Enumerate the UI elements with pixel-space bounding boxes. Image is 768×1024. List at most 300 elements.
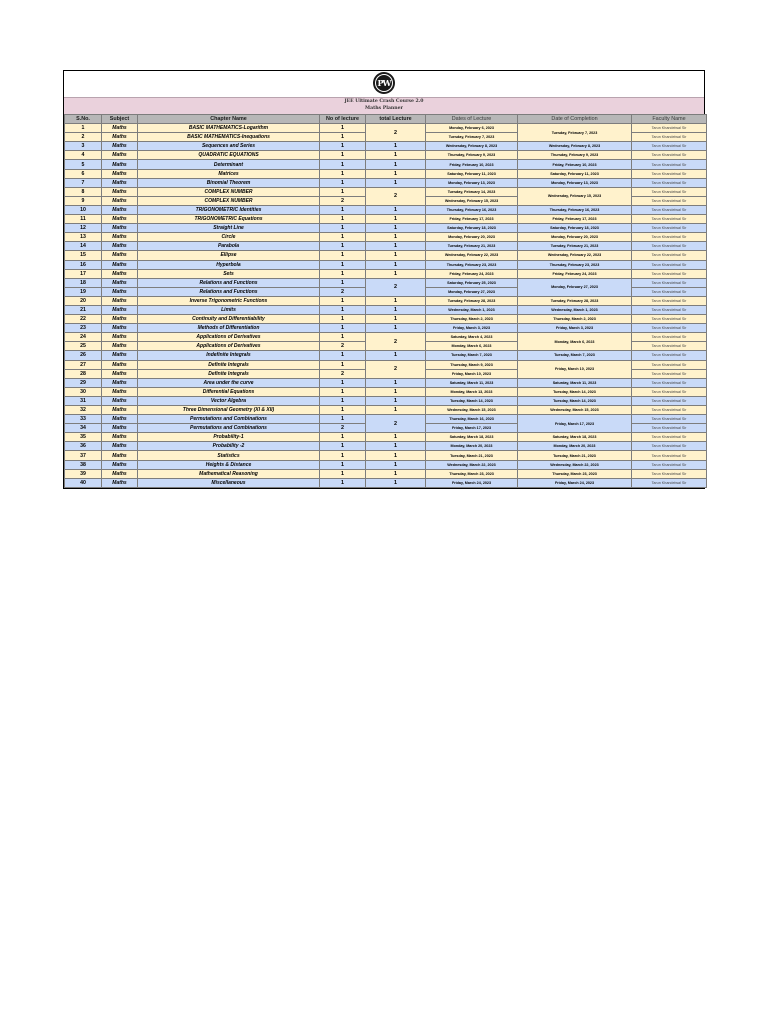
cell-faculty: Tarun Khandelwal Sir bbox=[632, 296, 707, 305]
cell-subject: Maths bbox=[102, 133, 138, 142]
cell-total-lecture: 1 bbox=[366, 151, 426, 160]
cell-total-lecture: 1 bbox=[366, 178, 426, 187]
cell-lecture-no: 1 bbox=[320, 469, 366, 478]
planner-table bbox=[64, 114, 707, 488]
cell-chapter: Parabola bbox=[138, 242, 320, 251]
cell-subject: Maths bbox=[102, 415, 138, 424]
cell-total-lecture: 2 bbox=[366, 415, 426, 433]
cell-chapter: Probability -2 bbox=[138, 442, 320, 451]
cell-completion-date: Tuesday, February 28, 2023 bbox=[518, 296, 632, 305]
cell-completion-date: Saturday, March 11, 2023 bbox=[518, 378, 632, 387]
table-row bbox=[65, 478, 707, 487]
cell-sno: 8 bbox=[65, 187, 102, 196]
cell-lecture-no: 1 bbox=[320, 305, 366, 314]
cell-lecture-date: Wednesday, March 22, 2023 bbox=[426, 460, 518, 469]
table-row bbox=[65, 406, 707, 415]
cell-lecture-no: 1 bbox=[320, 178, 366, 187]
cell-subject: Maths bbox=[102, 451, 138, 460]
cell-subject: Maths bbox=[102, 251, 138, 260]
table-row bbox=[65, 260, 707, 269]
cell-faculty: Tarun Khandelwal Sir bbox=[632, 278, 707, 287]
cell-lecture-date: Thursday, March 2, 2023 bbox=[426, 315, 518, 324]
planner-title: JEE Ultimate Crash Course 2.0 bbox=[344, 99, 424, 104]
cell-lecture-date: Saturday, February 18, 2023 bbox=[426, 224, 518, 233]
cell-chapter: Permutations and Combinations bbox=[138, 424, 320, 433]
cell-lecture-date: Monday, March 20, 2023 bbox=[426, 442, 518, 451]
cell-lecture-no: 1 bbox=[320, 387, 366, 396]
cell-total-lecture: 1 bbox=[366, 406, 426, 415]
table-row bbox=[65, 169, 707, 178]
cell-subject: Maths bbox=[102, 124, 138, 133]
table-row bbox=[65, 460, 707, 469]
cell-lecture-date: Thursday, February 9, 2023 bbox=[426, 151, 518, 160]
cell-completion-date: Friday, March 10, 2023 bbox=[518, 360, 632, 378]
cell-lecture-date: Monday, February 27, 2023 bbox=[426, 287, 518, 296]
cell-sno: 2 bbox=[65, 133, 102, 142]
cell-subject: Maths bbox=[102, 315, 138, 324]
cell-completion-date: Tuesday, February 21, 2023 bbox=[518, 242, 632, 251]
cell-faculty: Tarun Khandelwal Sir bbox=[632, 142, 707, 151]
cell-lecture-no: 1 bbox=[320, 124, 366, 133]
cell-subject: Maths bbox=[102, 169, 138, 178]
table-row bbox=[65, 224, 707, 233]
table-row bbox=[65, 378, 707, 387]
cell-lecture-no: 1 bbox=[320, 333, 366, 342]
cell-completion-date: Wednesday, March 22, 2023 bbox=[518, 460, 632, 469]
cell-lecture-date: Tuesday, March 7, 2023 bbox=[426, 351, 518, 360]
cell-lecture-date: Wednesday, March 1, 2023 bbox=[426, 305, 518, 314]
cell-chapter: Circle bbox=[138, 233, 320, 242]
cell-lecture-no: 1 bbox=[320, 187, 366, 196]
cell-subject: Maths bbox=[102, 342, 138, 351]
cell-chapter: Methods of Differentiation bbox=[138, 324, 320, 333]
table-row bbox=[65, 433, 707, 442]
header-row bbox=[65, 115, 707, 124]
cell-sno: 39 bbox=[65, 469, 102, 478]
cell-sno: 4 bbox=[65, 151, 102, 160]
cell-lecture-no: 1 bbox=[320, 415, 366, 424]
cell-faculty: Tarun Khandelwal Sir bbox=[632, 387, 707, 396]
cell-total-lecture: 1 bbox=[366, 315, 426, 324]
cell-total-lecture: 2 bbox=[366, 124, 426, 142]
cell-completion-date: Thursday, February 9, 2023 bbox=[518, 151, 632, 160]
cell-completion-date: Tuesday, March 14, 2023 bbox=[518, 396, 632, 405]
cell-subject: Maths bbox=[102, 387, 138, 396]
table-row bbox=[65, 151, 707, 160]
cell-lecture-date: Monday, February 6, 2023 bbox=[426, 124, 518, 133]
cell-lecture-no: 1 bbox=[320, 260, 366, 269]
cell-lecture-no: 2 bbox=[320, 424, 366, 433]
cell-lecture-no: 1 bbox=[320, 315, 366, 324]
pw-logo bbox=[373, 72, 395, 94]
cell-lecture-no: 1 bbox=[320, 233, 366, 242]
cell-chapter: Sets bbox=[138, 269, 320, 278]
cell-faculty: Tarun Khandelwal Sir bbox=[632, 224, 707, 233]
cell-chapter: Mathematical Reasoning bbox=[138, 469, 320, 478]
cell-faculty: Tarun Khandelwal Sir bbox=[632, 260, 707, 269]
cell-lecture-no: 1 bbox=[320, 360, 366, 369]
cell-sno: 17 bbox=[65, 269, 102, 278]
cell-lecture-date: Friday, February 17, 2023 bbox=[426, 215, 518, 224]
cell-faculty: Tarun Khandelwal Sir bbox=[632, 196, 707, 205]
cell-chapter: Probability-1 bbox=[138, 433, 320, 442]
table-row bbox=[65, 187, 707, 196]
cell-total-lecture: 1 bbox=[366, 442, 426, 451]
cell-subject: Maths bbox=[102, 178, 138, 187]
cell-completion-date: Tuesday, March 21, 2023 bbox=[518, 451, 632, 460]
cell-lecture-date: Wednesday, February 8, 2023 bbox=[426, 142, 518, 151]
cell-chapter: COMPLEX NUMBER bbox=[138, 187, 320, 196]
table-row bbox=[65, 451, 707, 460]
cell-lecture-no: 1 bbox=[320, 215, 366, 224]
table-row bbox=[65, 178, 707, 187]
cell-lecture-date: Thursday, March 23, 2023 bbox=[426, 469, 518, 478]
cell-subject: Maths bbox=[102, 442, 138, 451]
cell-lecture-date: Wednesday, February 22, 2023 bbox=[426, 251, 518, 260]
cell-lecture-date: Friday, March 3, 2023 bbox=[426, 324, 518, 333]
cell-subject: Maths bbox=[102, 160, 138, 169]
cell-lecture-date: Wednesday, February 15, 2023 bbox=[426, 196, 518, 205]
cell-faculty: Tarun Khandelwal Sir bbox=[632, 424, 707, 433]
table-row bbox=[65, 351, 707, 360]
cell-subject: Maths bbox=[102, 333, 138, 342]
cell-sno: 3 bbox=[65, 142, 102, 151]
cell-sno: 26 bbox=[65, 351, 102, 360]
cell-chapter: Binomial Theorem bbox=[138, 178, 320, 187]
cell-total-lecture: 1 bbox=[366, 433, 426, 442]
cell-completion-date: Monday, February 13, 2023 bbox=[518, 178, 632, 187]
table-row bbox=[65, 305, 707, 314]
cell-lecture-date: Friday, March 17, 2023 bbox=[426, 424, 518, 433]
cell-lecture-no: 1 bbox=[320, 205, 366, 214]
cell-lecture-no: 2 bbox=[320, 196, 366, 205]
cell-chapter: TRIGONOMETRIC Identities bbox=[138, 205, 320, 214]
cell-chapter: Definite Integrals bbox=[138, 369, 320, 378]
cell-lecture-date: Saturday, March 18, 2023 bbox=[426, 433, 518, 442]
cell-completion-date: Thursday, February 23, 2023 bbox=[518, 260, 632, 269]
cell-sno: 21 bbox=[65, 305, 102, 314]
planner-subtitle: Maths Planner bbox=[365, 105, 403, 111]
cell-subject: Maths bbox=[102, 424, 138, 433]
cell-total-lecture: 1 bbox=[366, 469, 426, 478]
cell-sno: 25 bbox=[65, 342, 102, 351]
cell-faculty: Tarun Khandelwal Sir bbox=[632, 415, 707, 424]
cell-sno: 38 bbox=[65, 460, 102, 469]
table-row bbox=[65, 278, 707, 287]
cell-lecture-no: 1 bbox=[320, 433, 366, 442]
col-header-faculty: Faculty Name bbox=[632, 115, 707, 124]
cell-sno: 14 bbox=[65, 242, 102, 251]
cell-lecture-date: Tuesday, February 14, 2023 bbox=[426, 187, 518, 196]
cell-completion-date: Monday, March 6, 2023 bbox=[518, 333, 632, 351]
cell-faculty: Tarun Khandelwal Sir bbox=[632, 233, 707, 242]
cell-faculty: Tarun Khandelwal Sir bbox=[632, 269, 707, 278]
table-row bbox=[65, 315, 707, 324]
cell-completion-date: Wednesday, March 1, 2023 bbox=[518, 305, 632, 314]
title-band bbox=[64, 97, 704, 114]
cell-subject: Maths bbox=[102, 224, 138, 233]
cell-chapter: Statistics bbox=[138, 451, 320, 460]
cell-total-lecture: 1 bbox=[366, 305, 426, 314]
cell-chapter: BASIC MATHEMATICS-Logarithm bbox=[138, 124, 320, 133]
cell-total-lecture: 1 bbox=[366, 269, 426, 278]
cell-completion-date: Monday, February 27, 2023 bbox=[518, 278, 632, 296]
cell-chapter: Permutations and Combinations bbox=[138, 415, 320, 424]
cell-lecture-date: Tuesday, March 21, 2023 bbox=[426, 451, 518, 460]
cell-subject: Maths bbox=[102, 187, 138, 196]
cell-chapter: Sequences and Series bbox=[138, 142, 320, 151]
cell-total-lecture: 1 bbox=[366, 224, 426, 233]
cell-sno: 30 bbox=[65, 387, 102, 396]
cell-chapter: Determinant bbox=[138, 160, 320, 169]
cell-faculty: Tarun Khandelwal Sir bbox=[632, 160, 707, 169]
cell-lecture-no: 1 bbox=[320, 324, 366, 333]
cell-sno: 33 bbox=[65, 415, 102, 424]
cell-total-lecture: 1 bbox=[366, 215, 426, 224]
cell-faculty: Tarun Khandelwal Sir bbox=[632, 469, 707, 478]
table-row bbox=[65, 396, 707, 405]
cell-lecture-no: 1 bbox=[320, 442, 366, 451]
cell-lecture-no: 1 bbox=[320, 251, 366, 260]
cell-lecture-no: 1 bbox=[320, 160, 366, 169]
cell-lecture-date: Tuesday, February 28, 2023 bbox=[426, 296, 518, 305]
cell-faculty: Tarun Khandelwal Sir bbox=[632, 451, 707, 460]
planner-sheet bbox=[63, 70, 705, 489]
cell-subject: Maths bbox=[102, 196, 138, 205]
cell-lecture-no: 1 bbox=[320, 151, 366, 160]
table-row bbox=[65, 360, 707, 369]
cell-chapter: TRIGONOMETRIC Equations bbox=[138, 215, 320, 224]
cell-lecture-no: 1 bbox=[320, 351, 366, 360]
cell-subject: Maths bbox=[102, 460, 138, 469]
cell-completion-date: Wednesday, March 15, 2023 bbox=[518, 406, 632, 415]
cell-subject: Maths bbox=[102, 142, 138, 151]
cell-total-lecture: 1 bbox=[366, 351, 426, 360]
cell-subject: Maths bbox=[102, 351, 138, 360]
cell-lecture-no: 1 bbox=[320, 296, 366, 305]
cell-lecture-no: 1 bbox=[320, 133, 366, 142]
cell-chapter: Straight Line bbox=[138, 224, 320, 233]
cell-chapter: Heights & Distance bbox=[138, 460, 320, 469]
col-header-sno: S.No. bbox=[65, 115, 102, 124]
cell-lecture-date: Thursday, March 9, 2023 bbox=[426, 360, 518, 369]
cell-subject: Maths bbox=[102, 406, 138, 415]
cell-sno: 40 bbox=[65, 478, 102, 487]
logo-area bbox=[64, 71, 704, 97]
cell-total-lecture: 1 bbox=[366, 378, 426, 387]
cell-sno: 36 bbox=[65, 442, 102, 451]
cell-completion-date: Friday, February 24, 2023 bbox=[518, 269, 632, 278]
cell-subject: Maths bbox=[102, 360, 138, 369]
pw-logo-ring bbox=[375, 74, 393, 92]
cell-chapter: Relations and Functions bbox=[138, 278, 320, 287]
cell-lecture-no: 1 bbox=[320, 169, 366, 178]
cell-completion-date: Saturday, February 11, 2023 bbox=[518, 169, 632, 178]
table-row bbox=[65, 242, 707, 251]
cell-lecture-date: Friday, February 10, 2023 bbox=[426, 160, 518, 169]
cell-sno: 24 bbox=[65, 333, 102, 342]
cell-subject: Maths bbox=[102, 233, 138, 242]
cell-lecture-date: Saturday, March 4, 2023 bbox=[426, 333, 518, 342]
table-row bbox=[65, 124, 707, 133]
cell-faculty: Tarun Khandelwal Sir bbox=[632, 133, 707, 142]
cell-chapter: QUADRATIC EQUATIONS bbox=[138, 151, 320, 160]
cell-chapter: Applications of Derivatives bbox=[138, 342, 320, 351]
pw-logo-text: PW bbox=[377, 78, 391, 88]
cell-sno: 32 bbox=[65, 406, 102, 415]
cell-sno: 10 bbox=[65, 205, 102, 214]
cell-subject: Maths bbox=[102, 369, 138, 378]
cell-lecture-no: 1 bbox=[320, 478, 366, 487]
cell-subject: Maths bbox=[102, 205, 138, 214]
cell-total-lecture: 2 bbox=[366, 333, 426, 351]
cell-sno: 31 bbox=[65, 396, 102, 405]
cell-sno: 11 bbox=[65, 215, 102, 224]
cell-completion-date: Tuesday, March 14, 2023 bbox=[518, 387, 632, 396]
cell-total-lecture: 1 bbox=[366, 260, 426, 269]
cell-sno: 1 bbox=[65, 124, 102, 133]
cell-faculty: Tarun Khandelwal Sir bbox=[632, 169, 707, 178]
cell-subject: Maths bbox=[102, 260, 138, 269]
cell-sno: 27 bbox=[65, 360, 102, 369]
cell-chapter: Continuity and Differentiability bbox=[138, 315, 320, 324]
cell-total-lecture: 1 bbox=[366, 233, 426, 242]
cell-total-lecture: 1 bbox=[366, 387, 426, 396]
cell-completion-date: Saturday, February 18, 2023 bbox=[518, 224, 632, 233]
cell-chapter: Hyperbola bbox=[138, 260, 320, 269]
cell-faculty: Tarun Khandelwal Sir bbox=[632, 460, 707, 469]
cell-lecture-date: Saturday, March 11, 2023 bbox=[426, 378, 518, 387]
cell-completion-date: Wednesday, February 8, 2023 bbox=[518, 142, 632, 151]
cell-faculty: Tarun Khandelwal Sir bbox=[632, 124, 707, 133]
table-row bbox=[65, 269, 707, 278]
cell-completion-date: Friday, March 3, 2023 bbox=[518, 324, 632, 333]
cell-lecture-no: 1 bbox=[320, 378, 366, 387]
cell-chapter: Relations and Functions bbox=[138, 287, 320, 296]
table-row bbox=[65, 251, 707, 260]
cell-faculty: Tarun Khandelwal Sir bbox=[632, 315, 707, 324]
table-row bbox=[65, 415, 707, 424]
cell-sno: 5 bbox=[65, 160, 102, 169]
cell-lecture-no: 1 bbox=[320, 406, 366, 415]
cell-total-lecture: 1 bbox=[366, 396, 426, 405]
cell-total-lecture: 2 bbox=[366, 187, 426, 205]
cell-faculty: Tarun Khandelwal Sir bbox=[632, 333, 707, 342]
cell-lecture-no: 1 bbox=[320, 460, 366, 469]
cell-total-lecture: 1 bbox=[366, 296, 426, 305]
cell-sno: 37 bbox=[65, 451, 102, 460]
cell-chapter: Differential Equations bbox=[138, 387, 320, 396]
cell-lecture-no: 2 bbox=[320, 342, 366, 351]
table-row bbox=[65, 324, 707, 333]
cell-sno: 34 bbox=[65, 424, 102, 433]
cell-faculty: Tarun Khandelwal Sir bbox=[632, 151, 707, 160]
cell-faculty: Tarun Khandelwal Sir bbox=[632, 242, 707, 251]
cell-lecture-no: 2 bbox=[320, 369, 366, 378]
cell-lecture-date: Monday, March 13, 2023 bbox=[426, 387, 518, 396]
cell-completion-date: Thursday, March 2, 2023 bbox=[518, 315, 632, 324]
cell-faculty: Tarun Khandelwal Sir bbox=[632, 442, 707, 451]
table-row bbox=[65, 215, 707, 224]
cell-total-lecture: 1 bbox=[366, 478, 426, 487]
cell-faculty: Tarun Khandelwal Sir bbox=[632, 305, 707, 314]
cell-chapter: Matrices bbox=[138, 169, 320, 178]
cell-sno: 28 bbox=[65, 369, 102, 378]
cell-lecture-no: 1 bbox=[320, 224, 366, 233]
cell-lecture-date: Thursday, March 16, 2023 bbox=[426, 415, 518, 424]
cell-completion-date: Wednesday, February 15, 2023 bbox=[518, 187, 632, 205]
cell-sno: 13 bbox=[65, 233, 102, 242]
cell-subject: Maths bbox=[102, 469, 138, 478]
table-row bbox=[65, 205, 707, 214]
cell-completion-date: Saturday, March 18, 2023 bbox=[518, 433, 632, 442]
table-row bbox=[65, 387, 707, 396]
table-row bbox=[65, 233, 707, 242]
cell-completion-date: Thursday, February 16, 2023 bbox=[518, 205, 632, 214]
cell-faculty: Tarun Khandelwal Sir bbox=[632, 433, 707, 442]
cell-subject: Maths bbox=[102, 215, 138, 224]
cell-faculty: Tarun Khandelwal Sir bbox=[632, 205, 707, 214]
table-row bbox=[65, 469, 707, 478]
cell-lecture-no: 1 bbox=[320, 142, 366, 151]
cell-lecture-no: 2 bbox=[320, 287, 366, 296]
cell-chapter: Area under the curve bbox=[138, 378, 320, 387]
cell-lecture-date: Tuesday, March 14, 2023 bbox=[426, 396, 518, 405]
cell-completion-date: Monday, February 20, 2023 bbox=[518, 233, 632, 242]
cell-subject: Maths bbox=[102, 242, 138, 251]
cell-sno: 18 bbox=[65, 278, 102, 287]
cell-completion-date: Tuesday, March 7, 2023 bbox=[518, 351, 632, 360]
table-row bbox=[65, 442, 707, 451]
cell-chapter: COMPLEX NUMBER bbox=[138, 196, 320, 205]
cell-completion-date: Thursday, March 23, 2023 bbox=[518, 469, 632, 478]
cell-total-lecture: 1 bbox=[366, 205, 426, 214]
cell-sno: 19 bbox=[65, 287, 102, 296]
cell-faculty: Tarun Khandelwal Sir bbox=[632, 251, 707, 260]
cell-faculty: Tarun Khandelwal Sir bbox=[632, 351, 707, 360]
cell-sno: 20 bbox=[65, 296, 102, 305]
cell-sno: 7 bbox=[65, 178, 102, 187]
cell-total-lecture: 1 bbox=[366, 142, 426, 151]
cell-sno: 9 bbox=[65, 196, 102, 205]
cell-completion-date: Wednesday, February 22, 2023 bbox=[518, 251, 632, 260]
cell-sno: 23 bbox=[65, 324, 102, 333]
table-row bbox=[65, 142, 707, 151]
cell-faculty: Tarun Khandelwal Sir bbox=[632, 360, 707, 369]
cell-faculty: Tarun Khandelwal Sir bbox=[632, 406, 707, 415]
cell-lecture-date: Thursday, February 16, 2023 bbox=[426, 205, 518, 214]
cell-completion-date: Friday, February 10, 2023 bbox=[518, 160, 632, 169]
cell-lecture-no: 1 bbox=[320, 396, 366, 405]
cell-completion-date: Friday, March 17, 2023 bbox=[518, 415, 632, 433]
cell-faculty: Tarun Khandelwal Sir bbox=[632, 187, 707, 196]
cell-lecture-no: 1 bbox=[320, 451, 366, 460]
cell-chapter: BASIC MATHEMATICS-Inequations bbox=[138, 133, 320, 142]
cell-faculty: Tarun Khandelwal Sir bbox=[632, 478, 707, 487]
cell-chapter: Miscellaneous bbox=[138, 478, 320, 487]
cell-chapter: Inverse Trigonometric Functions bbox=[138, 296, 320, 305]
cell-total-lecture: 1 bbox=[366, 169, 426, 178]
cell-subject: Maths bbox=[102, 433, 138, 442]
cell-sno: 22 bbox=[65, 315, 102, 324]
cell-chapter: Limits bbox=[138, 305, 320, 314]
cell-total-lecture: 1 bbox=[366, 251, 426, 260]
cell-total-lecture: 1 bbox=[366, 160, 426, 169]
cell-total-lecture: 2 bbox=[366, 360, 426, 378]
col-header-chapter: Chapter Name bbox=[138, 115, 320, 124]
cell-faculty: Tarun Khandelwal Sir bbox=[632, 215, 707, 224]
cell-lecture-date: Monday, February 13, 2023 bbox=[426, 178, 518, 187]
